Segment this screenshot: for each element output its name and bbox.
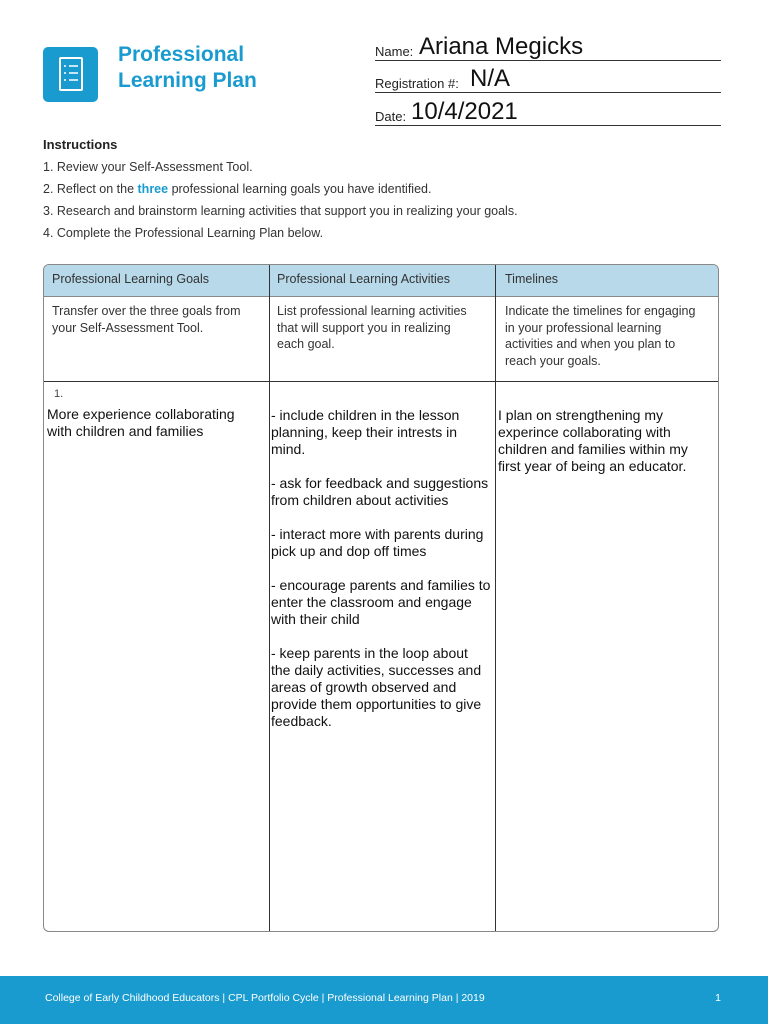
instruction-item: 3. Research and brainstorm learning activities that support you in realizing your goals. [43, 204, 518, 218]
instruction-item [43, 179, 518, 201]
instructions-list [43, 157, 518, 245]
header-goals: Professional Learning Goals [52, 272, 210, 286]
column-divider [495, 265, 496, 931]
name-label: Name: [375, 44, 414, 59]
row-number: 1. [54, 388, 64, 400]
activity-item: - ask for feedback and suggestions from children about activities [271, 475, 489, 508]
title-line-2: Learning Plan [118, 69, 257, 92]
registration-label: Registration #: [375, 76, 459, 91]
document-title [118, 42, 318, 94]
goal-entry[interactable]: More experience collaborating with children and families [47, 406, 235, 439]
page-footer [0, 976, 768, 1024]
instruction-item-text: 2. Reflect on the [43, 182, 138, 196]
learning-plan-table [43, 264, 719, 932]
activity-item: - encourage parents and families to enter the classroom and engage with their child [271, 577, 491, 627]
name-field[interactable] [375, 32, 721, 61]
instruction-item: 4. Complete the Professional Learning Plan below. [43, 226, 324, 240]
activity-item: - interact more with parents during pick up and dop off times [271, 526, 484, 559]
instructions-title: Instructions [43, 137, 118, 152]
activities-entry[interactable] [271, 407, 491, 747]
timeline-entry[interactable]: I plan on strengthening my experince collaborating with children and families within my first year of being an educator. [498, 407, 688, 474]
activity-item: - include children in the lesson planning, keep their intrests in mind. [271, 407, 460, 457]
registration-field[interactable] [375, 64, 721, 93]
activity-item: - keep parents in the loop about the daily activities, successes and areas of growth observed and provide them opportunities to give feedback. [271, 645, 482, 729]
goals-description: Transfer over the three goals from your Self-Assessment Tool. [52, 304, 241, 335]
row-divider [44, 381, 718, 382]
footer-text: College of Early Childhood Educators | CPL Portfolio Cycle | Professional Learning Plan | 2019 [45, 992, 485, 1004]
header-timelines: Timelines [505, 272, 559, 286]
registration-value[interactable]: N/A [470, 65, 511, 92]
instruction-item-rest: professional learning goals you have identified. [168, 182, 432, 196]
date-field[interactable] [375, 97, 721, 126]
activities-description: List professional learning activities that will support you in realizing each goal. [277, 304, 467, 351]
column-divider [269, 265, 270, 931]
instruction-item: 1. Review your Self-Assessment Tool. [43, 160, 253, 174]
logo [43, 47, 98, 102]
page-number: 1 [715, 992, 721, 1004]
date-label: Date: [375, 109, 407, 124]
name-value[interactable]: Ariana Megicks [419, 33, 584, 60]
date-value[interactable]: 10/4/2021 [411, 98, 518, 125]
checklist-document-icon [43, 47, 98, 102]
title-line-1: Professional [118, 43, 245, 66]
header-activities: Professional Learning Activities [277, 272, 451, 286]
instruction-highlight: three [137, 182, 169, 196]
timelines-description: Indicate the timelines for engaging in your professional learning activities and when you plan to reach your goals. [505, 304, 696, 368]
